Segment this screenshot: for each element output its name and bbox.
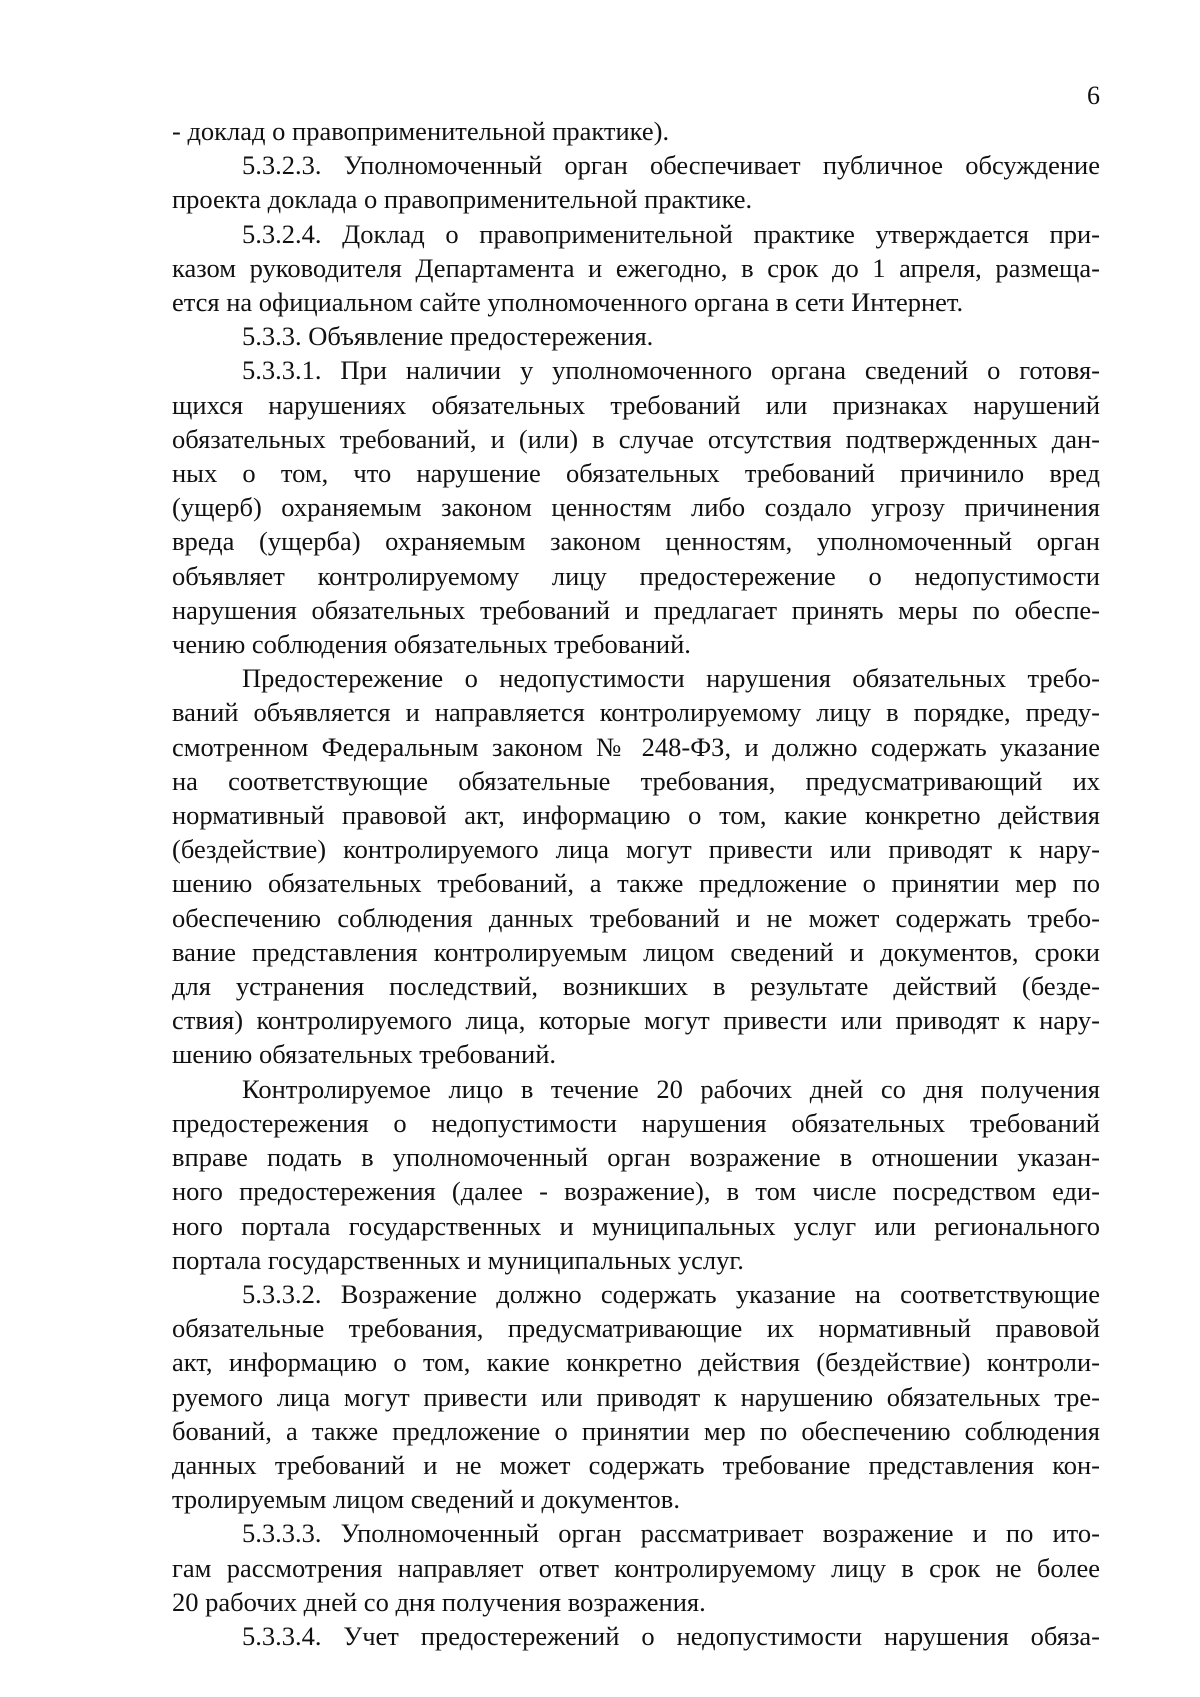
text-line: 5.3.3.3. Уполномоченный орган рассматривает возражение и по ито- — [242, 1518, 1100, 1549]
text-line: вреда (ущерба) охраняемым законом ценностям, уполномоченный орган — [172, 526, 1100, 557]
text-line: шению обязательных требований, а также предложение о принятии мер по — [172, 868, 1100, 899]
text-line: 5.3.3.1. При наличии у уполномоченного органа сведений о готовя- — [242, 355, 1100, 386]
text-line: 5.3.3. Объявление предостережения. — [242, 321, 654, 352]
text-line: смотренном Федеральным законом № 248-ФЗ, и должно содержать указание — [172, 731, 1100, 762]
text-line: ется на официальном сайте уполномоченного органа в сети Интернет. — [172, 287, 964, 318]
text-line: данных требований и не может содержать требование представления кон- — [172, 1449, 1100, 1480]
text-line: казом руководителя Департамента и ежегодно, в срок до 1 апреля, размеща- — [172, 252, 1100, 283]
text-line: (бездействие) контролируемого лица могут привести или приводят к нару- — [172, 834, 1100, 865]
text-line: для устранения последствий, возникших в результате действий (безде- — [172, 971, 1100, 1002]
text-line: шению обязательных требований. — [172, 1039, 557, 1070]
text-line: предостережения о недопустимости нарушения обязательных требований — [172, 1107, 1100, 1138]
text-line: проекта доклада о правоприменительной практике. — [172, 184, 753, 215]
text-line: гам рассмотрения направляет ответ контролируемому лицу в срок не более — [172, 1552, 1100, 1583]
text-line: нормативный правовой акт, информацию о том, какие конкретно действия — [172, 800, 1100, 831]
text-line: акт, информацию о том, какие конкретно действия (бездействие) контроли- — [172, 1347, 1100, 1378]
text-line: бований, а также предложение о принятии мер по обеспечению соблюдения — [172, 1415, 1100, 1446]
text-line: Контролируемое лицо в течение 20 рабочих дней со дня получения — [242, 1073, 1100, 1104]
text-line: ных о том, что нарушение обязательных требований причинило вред — [172, 458, 1100, 489]
text-line: Предостережение о недопустимости нарушения обязательных требо- — [242, 663, 1100, 694]
page-number: 6 — [1087, 81, 1100, 110]
text-line: тролируемым лицом сведений и документов. — [172, 1484, 680, 1515]
text-line: портала государственных и муниципальных услуг. — [172, 1244, 744, 1275]
text-line: щихся нарушениях обязательных требований или признаках нарушений — [172, 389, 1100, 420]
text-line: - доклад о правоприменительной практике). — [172, 116, 670, 146]
document-body — [172, 114, 1100, 1653]
text-line: (ущерб) охраняемым законом ценностям либо создало угрозу причинения — [172, 492, 1100, 523]
text-line: 20 рабочих дней со дня получения возражения. — [172, 1586, 706, 1617]
text-line: 5.3.2.3. Уполномоченный орган обеспечивает публичное обсуждение — [242, 150, 1100, 181]
text-line: ваний объявляется и направляется контролируемому лицу в порядке, преду- — [172, 697, 1100, 728]
text-line: обязательных требований, и (или) в случае отсутствия подтвержденных дан- — [172, 423, 1100, 454]
text-line: обязательные требования, предусматривающие их нормативный правовой — [172, 1313, 1100, 1344]
text-line: чению соблюдения обязательных требований. — [172, 629, 691, 660]
text-line: объявляет контролируемому лицу предостережение о недопустимости — [172, 560, 1100, 591]
text-line: руемого лица могут привести или приводят к нарушению обязательных тре- — [172, 1381, 1100, 1412]
text-line: вправе подать в уполномоченный орган возражение в отношении указан- — [172, 1142, 1100, 1173]
text-line: ного предостережения (далее - возражение), в том числе посредством еди- — [172, 1176, 1100, 1207]
text-line: ного портала государственных и муниципальных услуг или регионального — [172, 1210, 1100, 1241]
text-line: обеспечению соблюдения данных требований и не может содержать требо- — [172, 902, 1100, 933]
text-line: ствия) контролируемого лица, которые могут привести или приводят к нару- — [172, 1005, 1100, 1036]
text-line: нарушения обязательных требований и предлагает принять меры по обеспе- — [172, 594, 1100, 625]
text-line: 5.3.3.2. Возражение должно содержать указание на соответствующие — [242, 1278, 1100, 1309]
text-line: вание представления контролируемым лицом сведений и документов, сроки — [172, 936, 1100, 967]
text-line: 5.3.3.4. Учет предостережений о недопустимости нарушения обяза- — [242, 1620, 1100, 1651]
text-line: на соответствующие обязательные требования, предусматривающий их — [172, 765, 1100, 796]
text-line: 5.3.2.4. Доклад о правоприменительной практике утверждается при- — [242, 218, 1100, 249]
